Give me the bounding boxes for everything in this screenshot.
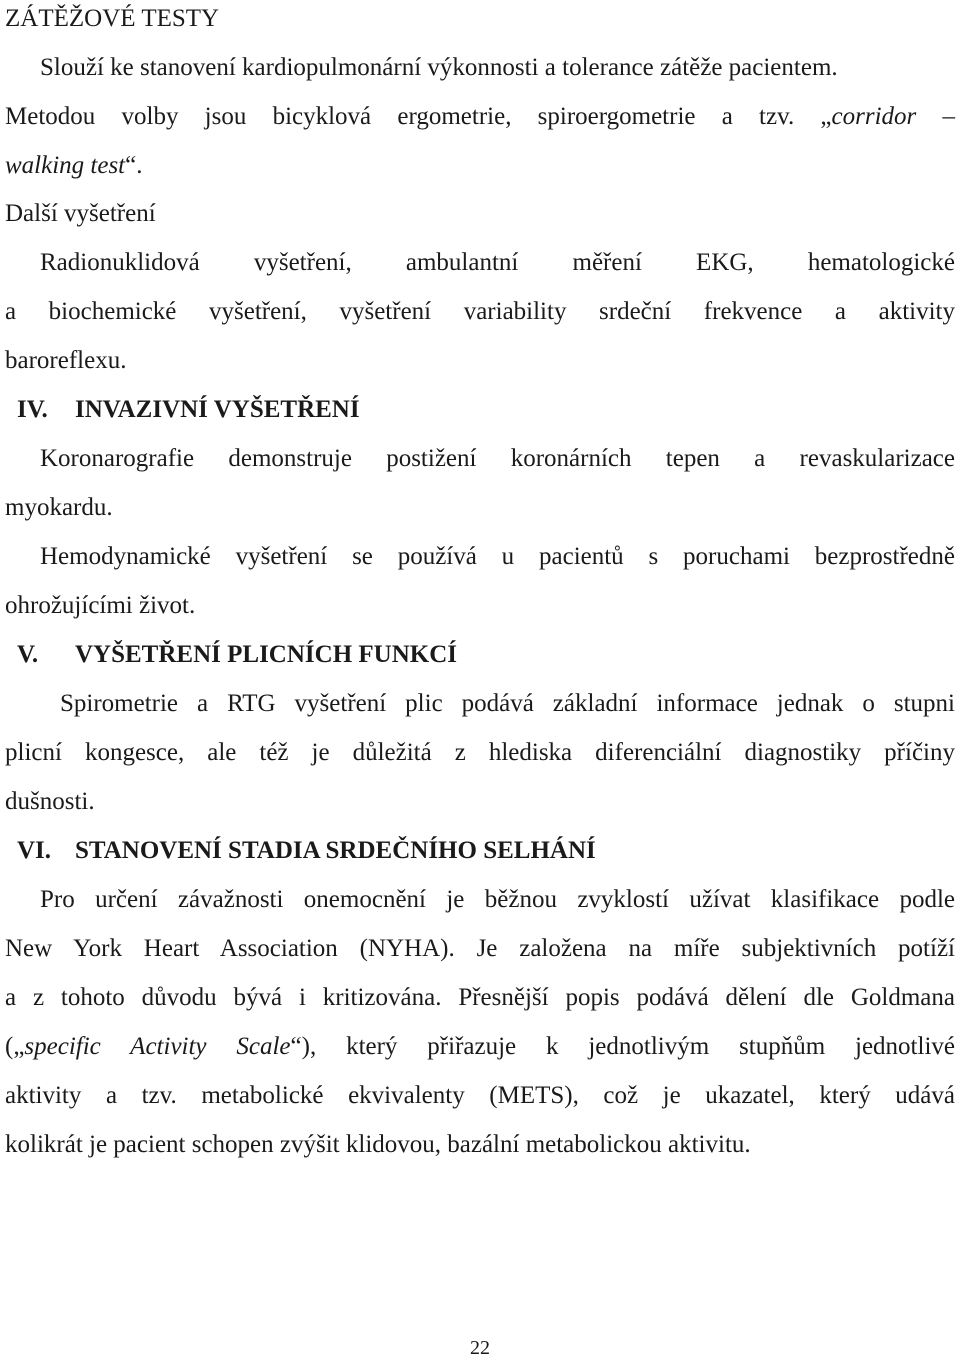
invasive-line: ohrožujícími život. bbox=[5, 592, 196, 619]
heart-failure-line: New York Heart Association (NYHA). Je založena na míře subjektivních potíží bbox=[5, 935, 955, 962]
other-exams-line: baroreflexu. bbox=[5, 347, 127, 374]
section-heading-text: VYŠETŘENÍ PLICNÍCH FUNKCÍ bbox=[75, 641, 457, 668]
stress-tests-text: – bbox=[916, 103, 955, 130]
heart-failure-text: “), který přiřazuje k jednotlivým stupňům jednotlivé bbox=[290, 1033, 955, 1060]
heart-failure-line: a z tohoto důvodu bývá i kritizována. Přesnější popis podává dělení dle Goldmana bbox=[5, 984, 955, 1011]
section-number: IV. bbox=[17, 396, 48, 423]
stress-tests-italic-text: walking test bbox=[5, 152, 126, 179]
other-exams-line: a biochemické vyšetření, vyšetření variability srdeční frekvence a aktivity bbox=[5, 298, 955, 325]
section-title-stress-tests: ZÁTĚŽOVÉ TESTY bbox=[5, 5, 220, 32]
stress-tests-text: “. bbox=[125, 152, 143, 179]
lung-line: plicní kongesce, ale též je důležitá z hlediska diferenciální diagnostiky příčiny bbox=[5, 739, 955, 766]
section-number: VI. bbox=[17, 837, 52, 864]
stress-tests-line: Slouží ke stanovení kardiopulmonární výkonnosti a tolerance zátěže pacientem. bbox=[40, 54, 838, 81]
section-heading-heart-failure bbox=[17, 836, 596, 866]
stress-tests-italic-text: corridor bbox=[831, 103, 917, 130]
section-heading-text: STANOVENÍ STADIA SRDEČNÍHO SELHÁNÍ bbox=[75, 837, 596, 864]
stress-tests-line bbox=[5, 102, 955, 132]
section-heading-text: INVAZIVNÍ VYŠETŘENÍ bbox=[75, 396, 360, 423]
other-exams-line: Radionuklidová vyšetření, ambulantní měření EKG, hematologické bbox=[40, 249, 955, 276]
section-heading-lung bbox=[17, 640, 457, 670]
heart-failure-italic-text: specific Activity Scale bbox=[24, 1033, 291, 1060]
lung-line: dušnosti. bbox=[5, 788, 95, 815]
heart-failure-line bbox=[5, 1032, 955, 1062]
stress-tests-text: Metodou volby jsou bicyklová ergometrie, spiroergometrie a tzv. „ bbox=[5, 103, 832, 130]
heart-failure-line: aktivity a tzv. metabolické ekvivalenty (METS), což je ukazatel, který udává bbox=[5, 1082, 955, 1109]
invasive-line: myokardu. bbox=[5, 494, 113, 521]
section-number: V. bbox=[17, 641, 39, 668]
heart-failure-line: Pro určení závažnosti onemocnění je běžnou zvyklostí užívat klasifikace podle bbox=[40, 886, 955, 913]
lung-line: Spirometrie a RTG vyšetření plic podává základní informace jednak o stupni bbox=[60, 690, 955, 717]
stress-tests-line bbox=[5, 151, 143, 181]
section-heading-invasive bbox=[17, 395, 360, 425]
page-number: 22 bbox=[470, 1337, 490, 1359]
heart-failure-text: („ bbox=[5, 1033, 25, 1060]
invasive-line: Hemodynamické vyšetření se používá u pacientů s poruchami bezprostředně bbox=[40, 543, 955, 570]
heart-failure-line: kolikrát je pacient schopen zvýšit klidovou, bazální metabolickou aktivitu. bbox=[5, 1131, 751, 1158]
invasive-line: Koronarografie demonstruje postižení koronárních tepen a revaskularizace bbox=[40, 445, 955, 472]
section-title-other-exams: Další vyšetření bbox=[5, 200, 156, 227]
